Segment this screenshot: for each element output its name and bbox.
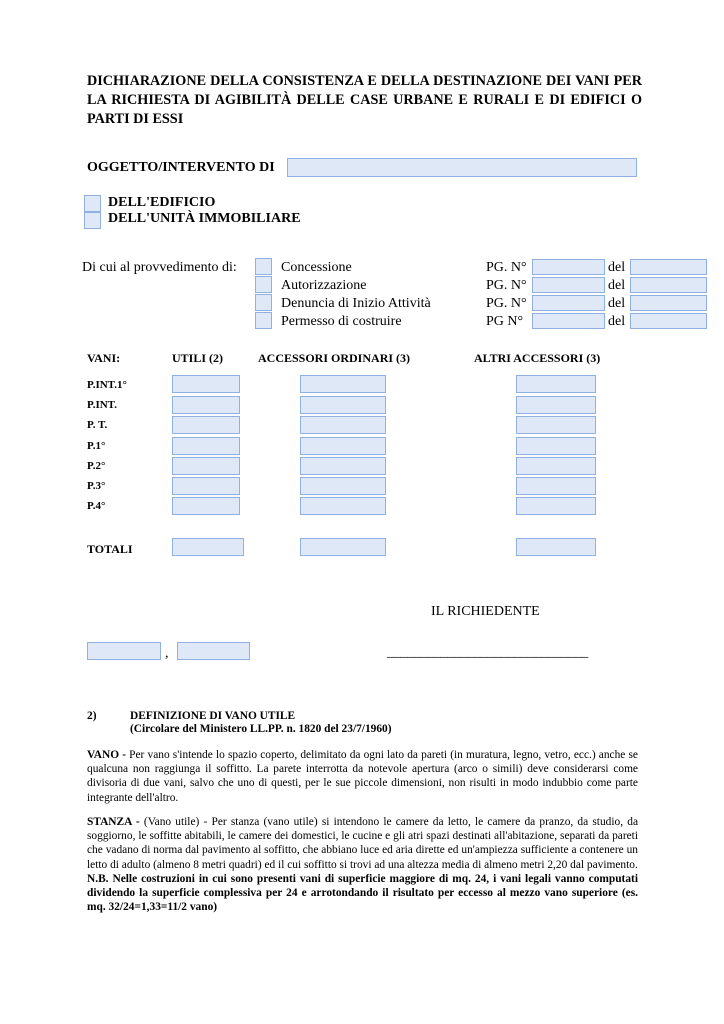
oggetto-label: OGGETTO/INTERVENTO DI — [87, 160, 275, 175]
accessori-ordinari-input[interactable] — [300, 497, 386, 515]
pg-label: PG N° — [486, 314, 524, 329]
altri-accessori-input[interactable] — [516, 497, 596, 515]
accessori-ordinari-input[interactable] — [300, 457, 386, 475]
accessori-ordinari-input[interactable] — [300, 477, 386, 495]
section-number: 2) — [87, 710, 97, 722]
altri-accessori-total-input[interactable] — [516, 538, 596, 556]
totali-label: TOTALI — [87, 542, 133, 556]
utili-input[interactable] — [172, 497, 240, 515]
edificio-checkbox[interactable] — [84, 195, 101, 212]
row-label: P.INT. — [87, 399, 117, 411]
pg-number-input[interactable] — [532, 277, 605, 293]
date-signature-input[interactable] — [177, 642, 250, 660]
provvedimento-type: Autorizzazione — [281, 278, 367, 293]
row-label: P.1° — [87, 440, 106, 452]
accessori-ordinari-header: ACCESSORI ORDINARI (3) — [258, 351, 411, 365]
pg-label: PG. N° — [486, 296, 527, 311]
del-label: del — [608, 314, 626, 329]
row-label: P.4° — [87, 500, 106, 512]
richiedente-label: IL RICHIEDENTE — [431, 604, 540, 619]
utili-input[interactable] — [172, 396, 240, 414]
utili-input[interactable] — [172, 457, 240, 475]
provvedimento-type: Permesso di costruire — [281, 314, 402, 329]
definition-heading: DEFINIZIONE DI VANO UTILE — [130, 710, 296, 722]
provvedimento-type: Concessione — [281, 260, 352, 275]
utili-input[interactable] — [172, 375, 240, 393]
row-label: P.2° — [87, 460, 106, 472]
pg-number-input[interactable] — [532, 313, 605, 329]
oggetto-input[interactable] — [287, 158, 637, 177]
pg-label: PG. N° — [486, 278, 527, 293]
accessori-ordinari-total-input[interactable] — [300, 538, 386, 556]
altri-accessori-input[interactable] — [516, 416, 596, 434]
pg-label: PG. N° — [486, 260, 527, 275]
permesso-costruire-checkbox[interactable] — [255, 312, 272, 329]
utili-total-input[interactable] — [172, 538, 244, 556]
del-label: del — [608, 260, 626, 275]
row-label: P. T. — [87, 419, 108, 431]
vano-term: VANO - — [87, 749, 127, 761]
signature-line: ______________________________ — [387, 645, 589, 660]
altri-accessori-input[interactable] — [516, 437, 596, 455]
separator: , — [165, 646, 169, 661]
del-label: del — [608, 278, 626, 293]
altri-accessori-header: ALTRI ACCESSORI (3) — [474, 351, 601, 365]
date-input[interactable] — [630, 259, 707, 275]
provvedimento-label: Di cui al provvedimento di: — [82, 260, 237, 275]
altri-accessori-input[interactable] — [516, 457, 596, 475]
accessori-ordinari-input[interactable] — [300, 437, 386, 455]
utili-header: UTILI (2) — [172, 351, 224, 365]
definition-subheading: (Circolare del Ministero LL.PP. n. 1820 del 23/7/1960) — [130, 723, 392, 735]
altri-accessori-input[interactable] — [516, 396, 596, 414]
nb-note: N.B. Nelle costruzioni in cui sono presenti vani di superficie maggiore di mq. 24, i vani legali vanno computati dividendo la superficie complessiva per 24 e arrotondando il risultato per eccesso al mezzo vano superiore (es. mq. 32/24=1,33=11/2 vano) — [87, 872, 638, 914]
provvedimento-type: Denuncia di Inizio Attività — [281, 296, 431, 311]
vani-header: VANI: — [87, 351, 121, 365]
row-label: P.INT.1° — [87, 379, 127, 391]
altri-accessori-input[interactable] — [516, 477, 596, 495]
utili-input[interactable] — [172, 477, 240, 495]
date-input[interactable] — [630, 277, 707, 293]
denuncia-inizio-attivita-checkbox[interactable] — [255, 294, 272, 311]
accessori-ordinari-input[interactable] — [300, 416, 386, 434]
utili-input[interactable] — [172, 416, 240, 434]
pg-number-input[interactable] — [532, 259, 605, 275]
accessori-ordinari-input[interactable] — [300, 375, 386, 393]
date-input[interactable] — [630, 313, 707, 329]
utili-input[interactable] — [172, 437, 240, 455]
date-input[interactable] — [630, 295, 707, 311]
stanza-text: (Vano utile) - Per stanza (vano utile) si intendono le camere da letto, le camere da pranzo, da studio, da soggiorno, le soffitte abitabili, le camere dei domestici, le cucine e gli atri spazi destinati all'abitazione, separati da pareti che vadano di norma dal pavimento al soffitto, che abbiano luce ed aria dirette ed un'ampiezza sufficiente a contenere un letto di adulto (almeno 8 metri quadri) ed il cui soffitto si trovi ad una altezza media di almeno metri 2,20 dal pavimento. — [87, 816, 638, 871]
pg-number-input[interactable] — [532, 295, 605, 311]
accessori-ordinari-input[interactable] — [300, 396, 386, 414]
stanza-paragraph — [87, 815, 638, 914]
concessione-checkbox[interactable] — [255, 258, 272, 275]
section-heading — [130, 710, 392, 736]
document-title: DICHIARAZIONE DELLA CONSISTENZA E DELLA DESTINAZIONE DEI VANI PER LA RICHIESTA DI AGIBILITÀ DELLE CASE URBANE E RURALI E DI EDIFICI O PARTI DI ESSI — [87, 73, 642, 127]
autorizzazione-checkbox[interactable] — [255, 276, 272, 293]
altri-accessori-input[interactable] — [516, 375, 596, 393]
unita-immobiliare-checkbox[interactable] — [84, 212, 101, 229]
vano-paragraph — [87, 748, 638, 805]
del-label: del — [608, 296, 626, 311]
row-label: P.3° — [87, 480, 106, 492]
edificio-label: DELL'EDIFICIO — [108, 195, 216, 210]
place-input[interactable] — [87, 642, 161, 660]
vano-text: Per vano s'intende lo spazio coperto, delimitato da ogni lato da pareti (in muratura, legno, vetro, ecc.) anche se qualcuna non raggiunga il soffitto. La parete interrotta da notevole apertura (arco o simili) deve considerarsi come divisoria di due vani, salvo che uno di questi, per le sue piccole dimensioni, non risulti in modo indubbio come parte integrante dell'altro. — [87, 749, 638, 804]
unita-immobiliare-label: DELL'UNITÀ IMMOBILIARE — [108, 211, 301, 226]
stanza-term: STANZA - — [87, 816, 140, 828]
